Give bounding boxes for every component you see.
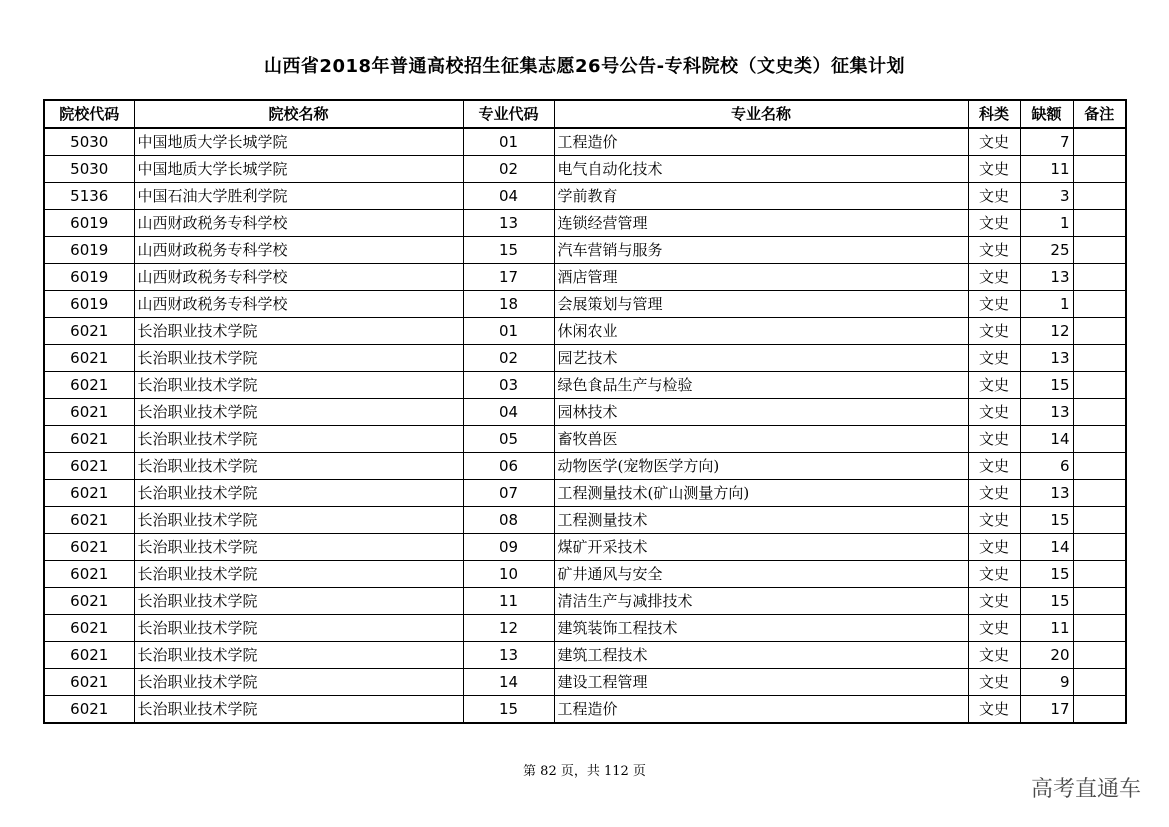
- cell-school-code: 5030: [44, 128, 134, 156]
- cell-school-code: 6021: [44, 696, 134, 724]
- cell-major-code: 11: [463, 588, 554, 615]
- table-row: [44, 453, 1126, 480]
- cell-school-name: 长治职业技术学院: [134, 669, 463, 696]
- cell-major-name: 建设工程管理: [554, 669, 968, 696]
- cell-school-name: 长治职业技术学院: [134, 696, 463, 724]
- cell-major-name: 矿井通风与安全: [554, 561, 968, 588]
- cell-major-code: 08: [463, 507, 554, 534]
- cell-major-name: 休闲农业: [554, 318, 968, 345]
- cell-major-name: 汽车营销与服务: [554, 237, 968, 264]
- cell-vacancy: 1: [1020, 210, 1073, 237]
- cell-major-code: 05: [463, 426, 554, 453]
- cell-major-code: 09: [463, 534, 554, 561]
- cell-school-code: 6019: [44, 264, 134, 291]
- cell-category: 文史: [968, 345, 1020, 372]
- cell-remarks: [1073, 291, 1126, 318]
- header-major-code: 专业代码: [463, 100, 554, 128]
- cell-major-code: 04: [463, 399, 554, 426]
- header-category: 科类: [968, 100, 1020, 128]
- cell-major-code: 15: [463, 696, 554, 724]
- cell-school-name: 长治职业技术学院: [134, 588, 463, 615]
- cell-remarks: [1073, 210, 1126, 237]
- cell-school-code: 6021: [44, 588, 134, 615]
- cell-school-name: 山西财政税务专科学校: [134, 237, 463, 264]
- table-row: [44, 507, 1126, 534]
- cell-remarks: [1073, 480, 1126, 507]
- cell-remarks: [1073, 453, 1126, 480]
- cell-major-code: 15: [463, 237, 554, 264]
- cell-school-code: 6021: [44, 453, 134, 480]
- table-row: [44, 264, 1126, 291]
- cell-remarks: [1073, 128, 1126, 156]
- table-row: [44, 561, 1126, 588]
- cell-vacancy: 20: [1020, 642, 1073, 669]
- table-body: [44, 128, 1126, 723]
- cell-remarks: [1073, 372, 1126, 399]
- cell-remarks: [1073, 588, 1126, 615]
- cell-major-name: 园艺技术: [554, 345, 968, 372]
- cell-vacancy: 15: [1020, 588, 1073, 615]
- table-row: [44, 183, 1126, 210]
- cell-school-name: 中国地质大学长城学院: [134, 156, 463, 183]
- cell-major-code: 17: [463, 264, 554, 291]
- table-row: [44, 210, 1126, 237]
- cell-school-name: 长治职业技术学院: [134, 534, 463, 561]
- header-school-name: 院校名称: [134, 100, 463, 128]
- cell-major-code: 13: [463, 210, 554, 237]
- cell-school-name: 长治职业技术学院: [134, 318, 463, 345]
- cell-school-code: 6021: [44, 426, 134, 453]
- table-row: [44, 156, 1126, 183]
- enrollment-plan-table: [43, 99, 1127, 724]
- cell-remarks: [1073, 642, 1126, 669]
- cell-school-code: 6021: [44, 318, 134, 345]
- cell-major-name: 连锁经营管理: [554, 210, 968, 237]
- cell-category: 文史: [968, 480, 1020, 507]
- cell-school-name: 长治职业技术学院: [134, 345, 463, 372]
- cell-school-name: 长治职业技术学院: [134, 453, 463, 480]
- cell-school-name: 山西财政税务专科学校: [134, 264, 463, 291]
- table-header-row: [44, 100, 1126, 128]
- cell-remarks: [1073, 264, 1126, 291]
- cell-vacancy: 9: [1020, 669, 1073, 696]
- cell-major-code: 12: [463, 615, 554, 642]
- cell-category: 文史: [968, 128, 1020, 156]
- cell-school-name: 中国地质大学长城学院: [134, 128, 463, 156]
- cell-category: 文史: [968, 372, 1020, 399]
- table-row: [44, 588, 1126, 615]
- cell-major-code: 07: [463, 480, 554, 507]
- cell-school-name: 长治职业技术学院: [134, 426, 463, 453]
- cell-category: 文史: [968, 156, 1020, 183]
- cell-major-name: 工程造价: [554, 696, 968, 724]
- watermark: 高考直通车: [1030, 777, 1141, 802]
- cell-school-code: 6021: [44, 561, 134, 588]
- table-row: [44, 426, 1126, 453]
- cell-school-code: 6021: [44, 615, 134, 642]
- cell-major-code: 13: [463, 642, 554, 669]
- cell-category: 文史: [968, 669, 1020, 696]
- cell-remarks: [1073, 426, 1126, 453]
- cell-major-name: 动物医学(宠物医学方向): [554, 453, 968, 480]
- page-number-footer: 第 82 页，共 112 页: [523, 764, 646, 779]
- cell-vacancy: 3: [1020, 183, 1073, 210]
- cell-school-code: 6019: [44, 210, 134, 237]
- cell-vacancy: 7: [1020, 128, 1073, 156]
- cell-school-code: 6021: [44, 372, 134, 399]
- table-row: [44, 237, 1126, 264]
- cell-vacancy: 12: [1020, 318, 1073, 345]
- cell-major-code: 06: [463, 453, 554, 480]
- cell-vacancy: 25: [1020, 237, 1073, 264]
- cell-school-name: 长治职业技术学院: [134, 642, 463, 669]
- cell-vacancy: 6: [1020, 453, 1073, 480]
- cell-category: 文史: [968, 588, 1020, 615]
- cell-major-name: 工程测量技术: [554, 507, 968, 534]
- cell-school-name: 长治职业技术学院: [134, 561, 463, 588]
- cell-remarks: [1073, 561, 1126, 588]
- cell-category: 文史: [968, 534, 1020, 561]
- cell-category: 文史: [968, 264, 1020, 291]
- cell-school-code: 5136: [44, 183, 134, 210]
- cell-major-code: 03: [463, 372, 554, 399]
- cell-vacancy: 13: [1020, 264, 1073, 291]
- table-row: [44, 615, 1126, 642]
- cell-school-code: 6021: [44, 642, 134, 669]
- cell-major-name: 绿色食品生产与检验: [554, 372, 968, 399]
- cell-remarks: [1073, 318, 1126, 345]
- cell-major-name: 清洁生产与减排技术: [554, 588, 968, 615]
- cell-category: 文史: [968, 183, 1020, 210]
- cell-vacancy: 14: [1020, 534, 1073, 561]
- cell-major-code: 01: [463, 318, 554, 345]
- cell-major-name: 畜牧兽医: [554, 426, 968, 453]
- table-row: [44, 318, 1126, 345]
- cell-major-name: 建筑工程技术: [554, 642, 968, 669]
- cell-school-name: 长治职业技术学院: [134, 480, 463, 507]
- table-row: [44, 345, 1126, 372]
- cell-major-name: 工程测量技术(矿山测量方向): [554, 480, 968, 507]
- cell-category: 文史: [968, 291, 1020, 318]
- cell-major-code: 04: [463, 183, 554, 210]
- header-remarks: 备注: [1073, 100, 1126, 128]
- cell-category: 文史: [968, 507, 1020, 534]
- cell-category: 文史: [968, 399, 1020, 426]
- header-major-name: 专业名称: [554, 100, 968, 128]
- cell-remarks: [1073, 183, 1126, 210]
- cell-vacancy: 13: [1020, 399, 1073, 426]
- header-vacancy: 缺额: [1020, 100, 1073, 128]
- cell-vacancy: 1: [1020, 291, 1073, 318]
- table-row: [44, 480, 1126, 507]
- cell-remarks: [1073, 345, 1126, 372]
- table-row: [44, 399, 1126, 426]
- cell-major-name: 煤矿开采技术: [554, 534, 968, 561]
- cell-category: 文史: [968, 696, 1020, 724]
- cell-vacancy: 14: [1020, 426, 1073, 453]
- cell-school-code: 6021: [44, 534, 134, 561]
- cell-category: 文史: [968, 561, 1020, 588]
- cell-school-name: 中国石油大学胜利学院: [134, 183, 463, 210]
- cell-remarks: [1073, 696, 1126, 724]
- cell-vacancy: 15: [1020, 561, 1073, 588]
- cell-vacancy: 13: [1020, 480, 1073, 507]
- cell-major-code: 18: [463, 291, 554, 318]
- table-row: [44, 291, 1126, 318]
- cell-school-code: 6021: [44, 480, 134, 507]
- cell-category: 文史: [968, 642, 1020, 669]
- cell-remarks: [1073, 507, 1126, 534]
- table-row: [44, 669, 1126, 696]
- cell-major-name: 会展策划与管理: [554, 291, 968, 318]
- cell-remarks: [1073, 237, 1126, 264]
- cell-major-code: 14: [463, 669, 554, 696]
- cell-major-code: 01: [463, 128, 554, 156]
- table-row: [44, 642, 1126, 669]
- cell-category: 文史: [968, 237, 1020, 264]
- cell-vacancy: 17: [1020, 696, 1073, 724]
- cell-vacancy: 11: [1020, 615, 1073, 642]
- cell-category: 文史: [968, 426, 1020, 453]
- cell-remarks: [1073, 615, 1126, 642]
- cell-major-name: 酒店管理: [554, 264, 968, 291]
- cell-major-code: 02: [463, 345, 554, 372]
- cell-major-name: 工程造价: [554, 128, 968, 156]
- cell-category: 文史: [968, 318, 1020, 345]
- cell-school-code: 6021: [44, 507, 134, 534]
- cell-school-code: 5030: [44, 156, 134, 183]
- cell-category: 文史: [968, 453, 1020, 480]
- cell-vacancy: 15: [1020, 372, 1073, 399]
- cell-vacancy: 11: [1020, 156, 1073, 183]
- cell-vacancy: 13: [1020, 345, 1073, 372]
- cell-remarks: [1073, 156, 1126, 183]
- cell-school-name: 山西财政税务专科学校: [134, 210, 463, 237]
- cell-major-name: 学前教育: [554, 183, 968, 210]
- cell-school-name: 长治职业技术学院: [134, 399, 463, 426]
- cell-school-code: 6021: [44, 345, 134, 372]
- cell-school-code: 6019: [44, 291, 134, 318]
- table-row: [44, 128, 1126, 156]
- cell-school-code: 6021: [44, 669, 134, 696]
- table-row: [44, 372, 1126, 399]
- cell-school-name: 长治职业技术学院: [134, 372, 463, 399]
- cell-remarks: [1073, 534, 1126, 561]
- cell-school-name: 山西财政税务专科学校: [134, 291, 463, 318]
- table-row: [44, 534, 1126, 561]
- cell-major-name: 建筑装饰工程技术: [554, 615, 968, 642]
- cell-major-code: 10: [463, 561, 554, 588]
- cell-vacancy: 15: [1020, 507, 1073, 534]
- page-title: 山西省2018年普通高校招生征集志愿26号公告-专科院校（文史类）征集计划: [263, 56, 906, 77]
- cell-major-name: 园林技术: [554, 399, 968, 426]
- cell-school-name: 长治职业技术学院: [134, 615, 463, 642]
- cell-school-name: 长治职业技术学院: [134, 507, 463, 534]
- header-school-code: 院校代码: [44, 100, 134, 128]
- cell-school-code: 6021: [44, 399, 134, 426]
- cell-school-code: 6019: [44, 237, 134, 264]
- cell-remarks: [1073, 399, 1126, 426]
- cell-remarks: [1073, 669, 1126, 696]
- cell-category: 文史: [968, 210, 1020, 237]
- table-row: [44, 696, 1126, 724]
- cell-major-name: 电气自动化技术: [554, 156, 968, 183]
- cell-category: 文史: [968, 615, 1020, 642]
- cell-major-code: 02: [463, 156, 554, 183]
